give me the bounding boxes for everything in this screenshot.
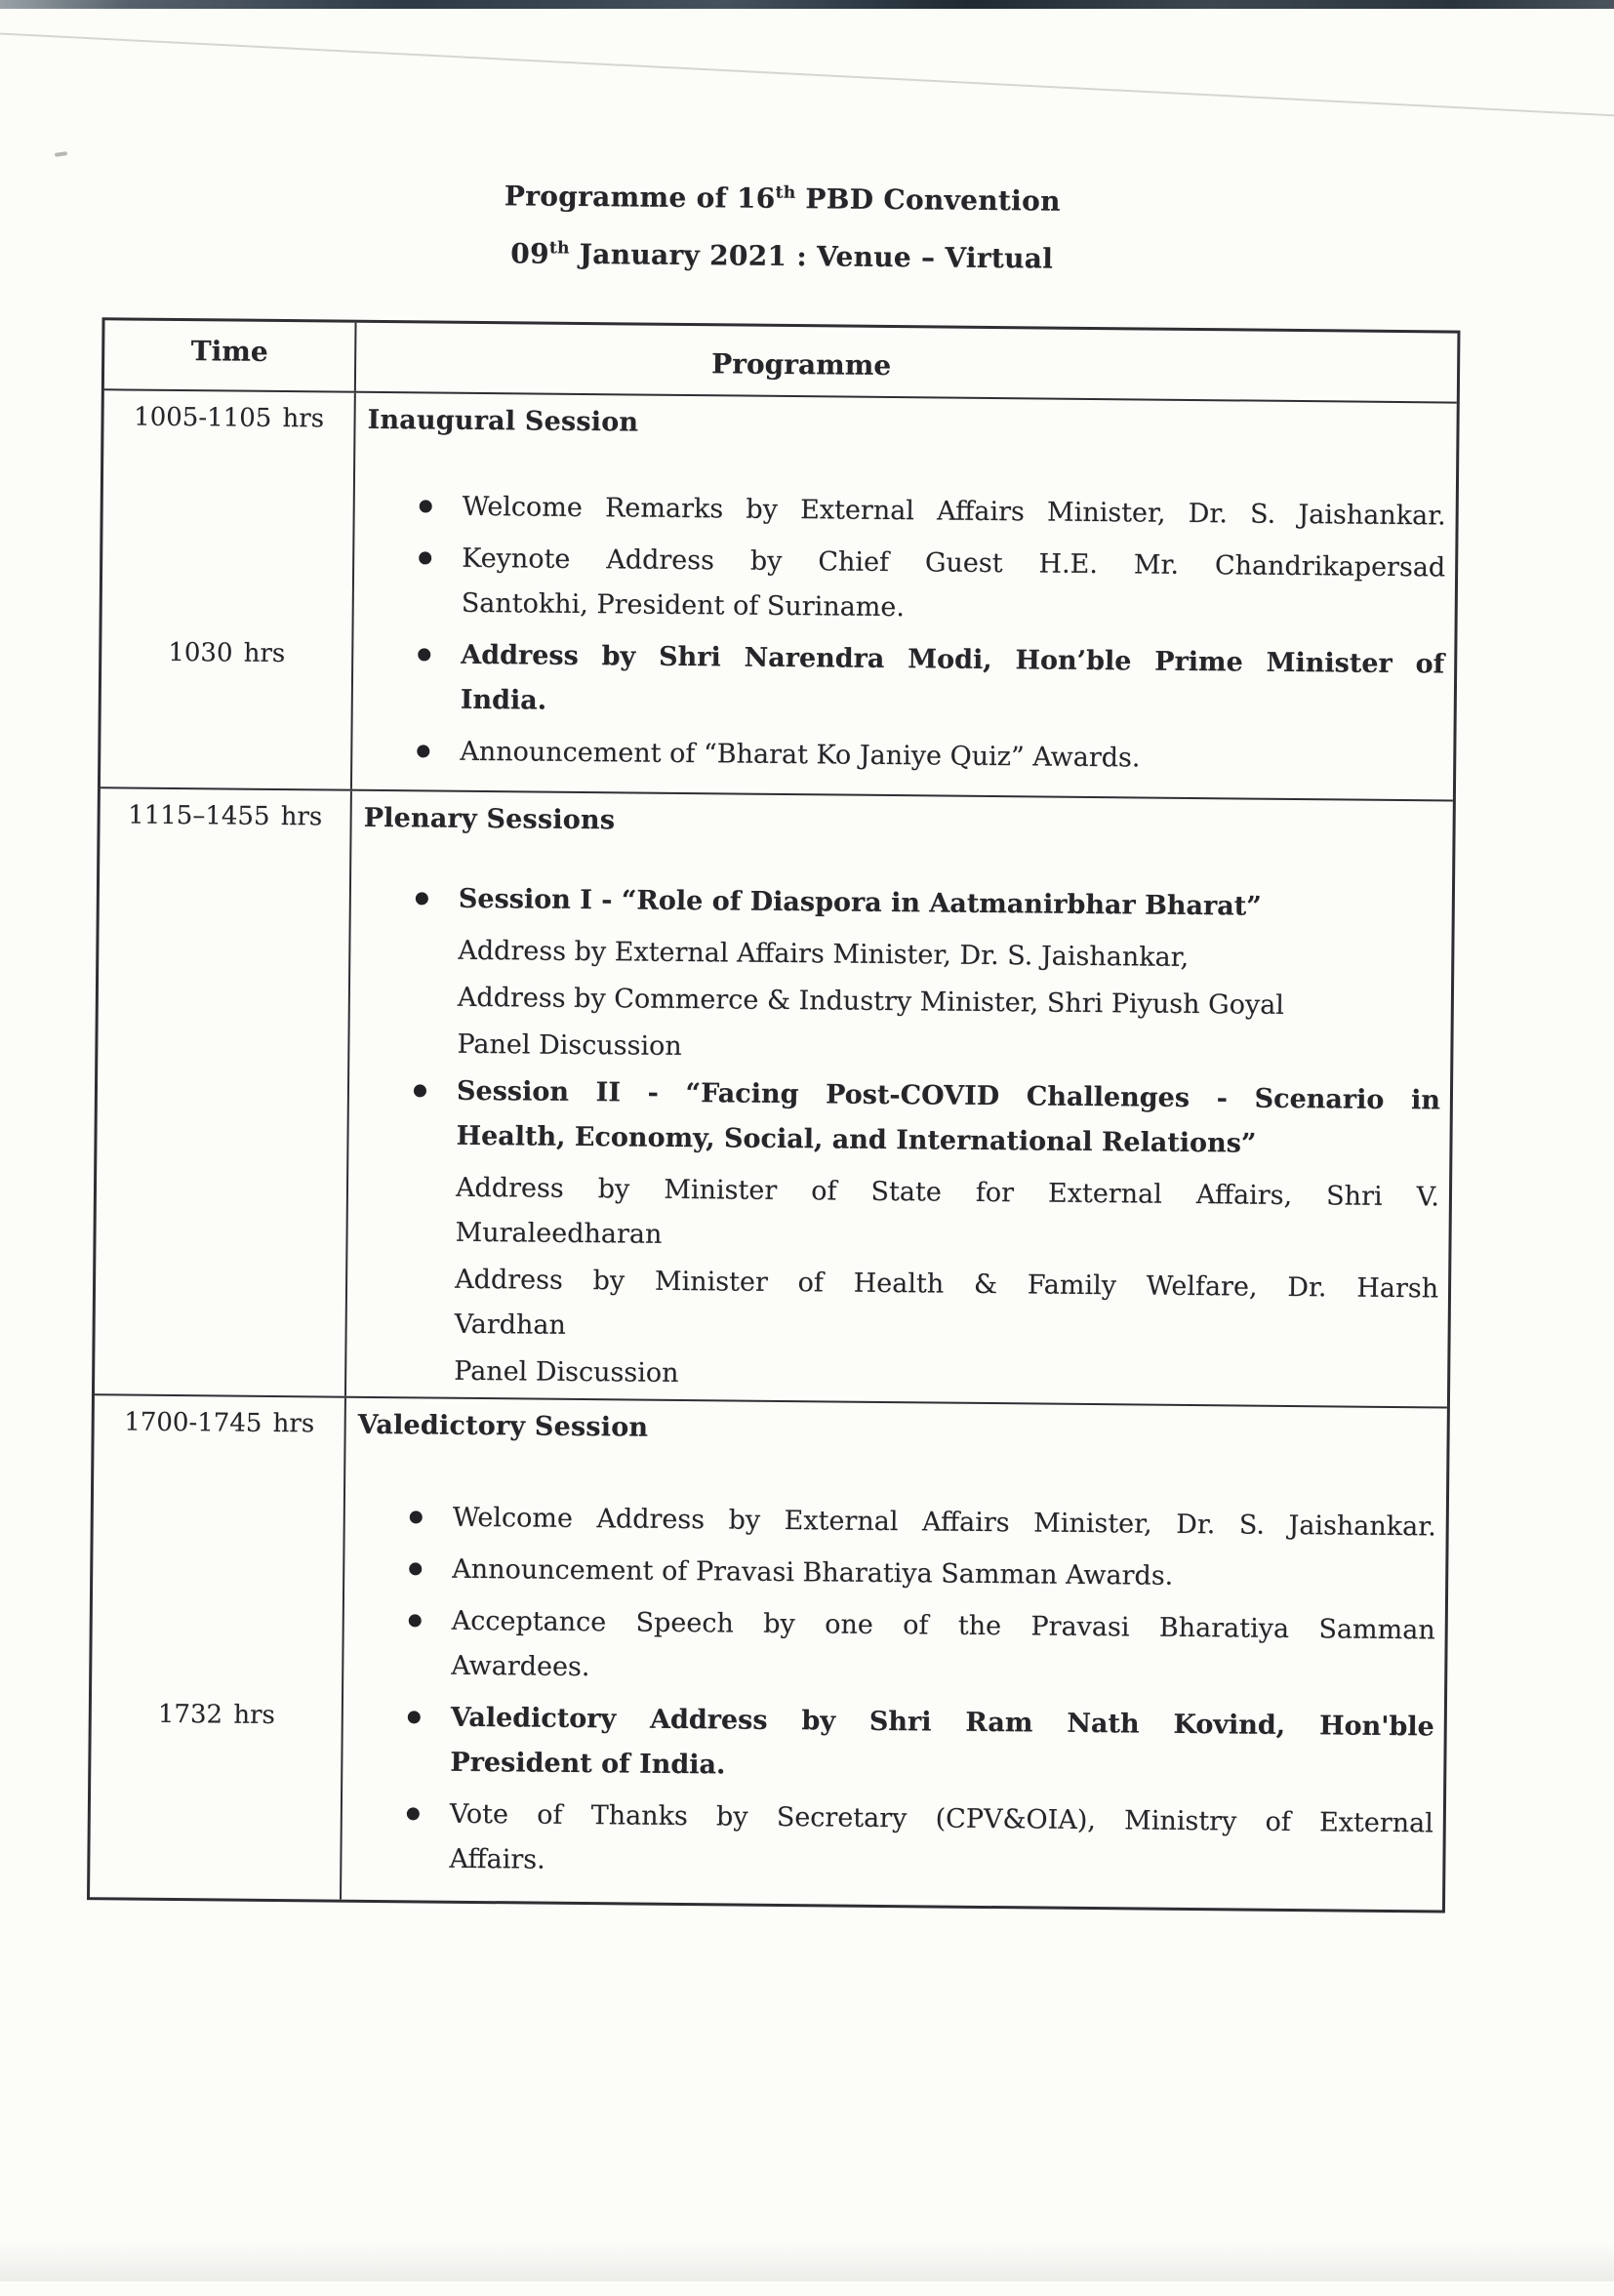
item-line: Session II - “Facing Post-COVID Challenges - Scenario in bbox=[456, 1075, 1441, 1116]
item-line: Welcome Remarks by External Affairs Minister, Dr. S. Jaishankar. bbox=[462, 491, 1446, 532]
doc-subtitle bbox=[102, 233, 1461, 278]
item-line: Santokhi, President of Suriname. bbox=[461, 587, 906, 624]
item-line: Panel Discussion bbox=[457, 1028, 682, 1062]
item-line: Announcement of “Bharat Ko Janiye Quiz” Awards. bbox=[460, 736, 1141, 774]
doc-title bbox=[103, 176, 1462, 221]
bullet-dot-icon bbox=[408, 1711, 421, 1723]
item-line: Affairs. bbox=[449, 1843, 545, 1875]
items-list bbox=[415, 484, 1446, 784]
item-line: Muraleedharan bbox=[455, 1217, 663, 1250]
item-line: Acceptance Speech by one of the Pravasi Bharatiya Samman bbox=[451, 1605, 1435, 1646]
bullet-dot-icon bbox=[418, 648, 430, 661]
programme-table bbox=[87, 317, 1461, 1913]
bullet-item bbox=[406, 1598, 1435, 1698]
bullet-dot-icon bbox=[419, 551, 431, 564]
table-row bbox=[95, 786, 1453, 1406]
time-primary: 1005-1105 hrs bbox=[133, 402, 325, 434]
bullet-dot-icon bbox=[416, 892, 428, 905]
time-cell bbox=[101, 390, 356, 788]
bullet-item bbox=[407, 1547, 1435, 1601]
items-list bbox=[404, 1495, 1436, 1891]
items-list bbox=[409, 876, 1442, 1403]
bullet-dot-icon bbox=[417, 745, 429, 757]
doc-title-superscript: th bbox=[775, 182, 796, 203]
sub-item bbox=[410, 1165, 1439, 1265]
doc-subtitle-superscript: th bbox=[548, 238, 570, 259]
sub-item bbox=[413, 928, 1441, 983]
item-line: Health, Economy, Social, and International Relations” bbox=[456, 1120, 1257, 1159]
programme-cell bbox=[352, 393, 1457, 800]
item-line: President of India. bbox=[450, 1747, 726, 1781]
item-line: Valedictory Address by Shri Ram Nath Kovind, Hon'ble bbox=[450, 1702, 1434, 1743]
table-header-row bbox=[104, 320, 1458, 401]
document-title-block bbox=[102, 176, 1462, 278]
time-secondary: 1732 hrs bbox=[157, 1699, 275, 1731]
item-line: India. bbox=[460, 684, 547, 716]
item-line: Welcome Address by External Affairs Minister, Dr. S. Jaishankar. bbox=[452, 1502, 1436, 1543]
time-primary: 1700-1745 hrs bbox=[124, 1407, 315, 1439]
time-secondary: 1030 hrs bbox=[168, 637, 286, 669]
bullet-item bbox=[414, 876, 1442, 931]
bullet-dot-icon bbox=[410, 1511, 423, 1523]
bullet-dot-icon bbox=[420, 500, 432, 512]
time-primary: 1115–1455 hrs bbox=[127, 800, 323, 832]
session-title: Valedictory Session bbox=[357, 1409, 649, 1443]
doc-subtitle-text2: January 2021 : Venue – Virtual bbox=[569, 237, 1054, 275]
bullet-dot-icon bbox=[407, 1807, 420, 1820]
item-line: Address by Minister of State for External Affairs, Shri V. bbox=[455, 1172, 1440, 1213]
sub-item bbox=[409, 1349, 1437, 1403]
table-row bbox=[101, 388, 1457, 799]
programme-cell bbox=[342, 1398, 1447, 1911]
table-row bbox=[90, 1393, 1447, 1910]
doc-title-text2: PBD Convention bbox=[795, 182, 1061, 218]
bullet-item bbox=[404, 1792, 1433, 1891]
bullet-item bbox=[417, 484, 1445, 539]
bullet-dot-icon bbox=[414, 1084, 426, 1097]
item-line: Address by External Affairs Minister, Dr. S. Jaishankar, bbox=[458, 935, 1190, 973]
session-title: Inaugural Session bbox=[367, 404, 639, 438]
bullet-item bbox=[415, 729, 1443, 784]
time-cell bbox=[95, 788, 352, 1395]
item-line: Awardees. bbox=[451, 1650, 590, 1683]
doc-subtitle-text: 09 bbox=[510, 237, 549, 270]
programme-cell bbox=[346, 791, 1453, 1407]
sub-item bbox=[412, 1022, 1440, 1076]
item-line: Vardhan bbox=[454, 1309, 567, 1341]
item-line: Keynote Address by Chief Guest H.E. Mr. Chandrikapersad bbox=[462, 543, 1446, 584]
sub-item bbox=[409, 1257, 1438, 1356]
item-line: Vote of Thanks by Secretary (CPV&OIA), Ministry of External bbox=[449, 1798, 1433, 1839]
sub-item bbox=[413, 975, 1441, 1029]
item-line: Panel Discussion bbox=[454, 1355, 679, 1389]
bullet-item bbox=[408, 1495, 1436, 1550]
bullet-dot-icon bbox=[409, 1562, 422, 1575]
item-line: Address by Shri Narendra Modi, Hon’ble Prime Minister of bbox=[461, 639, 1445, 680]
header-time: Time bbox=[104, 320, 357, 390]
item-line: Address by Minister of Health & Family Welfare, Dr. Harsh bbox=[454, 1264, 1439, 1305]
item-line: Session I - “Role of Diaspora in Aatmanirbhar Bharat” bbox=[458, 883, 1262, 922]
bullet-item bbox=[411, 1068, 1440, 1168]
doc-title-text: Programme of 16 bbox=[504, 180, 776, 215]
bullet-item bbox=[416, 632, 1445, 732]
bullet-dot-icon bbox=[409, 1614, 422, 1627]
item-line: Address by Commerce & Industry Minister, Shri Piyush Goyal bbox=[457, 982, 1285, 1021]
bullet-item bbox=[405, 1695, 1434, 1794]
item-line: Announcement of Pravasi Bharatiya Samman Awards. bbox=[452, 1553, 1174, 1591]
time-cell bbox=[90, 1395, 346, 1899]
bullet-item bbox=[417, 536, 1446, 635]
header-programme: Programme bbox=[710, 347, 892, 383]
session-title: Plenary Sessions bbox=[363, 802, 616, 836]
